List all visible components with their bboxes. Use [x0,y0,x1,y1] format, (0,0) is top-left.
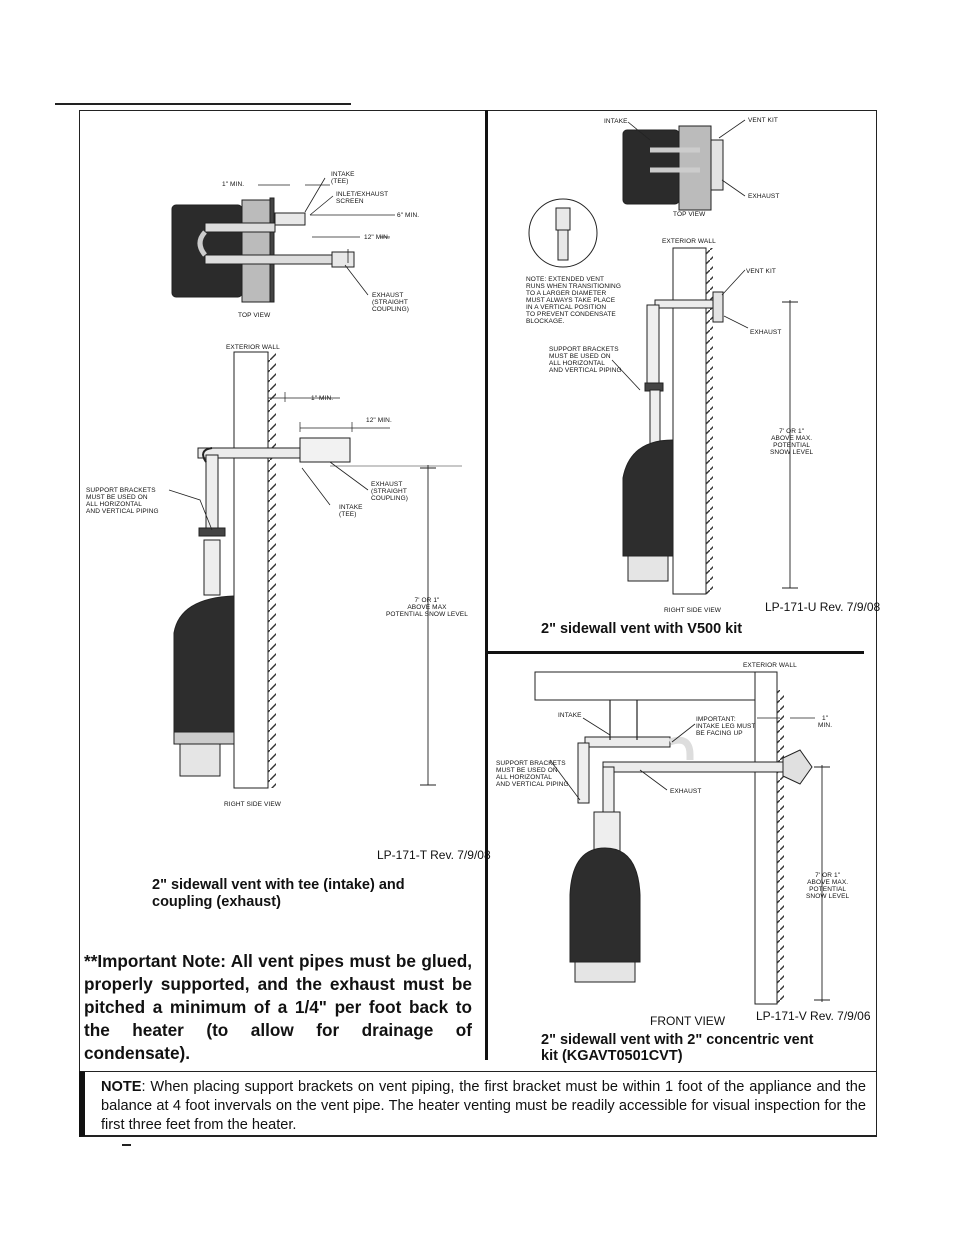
label-intake-tr: INTAKE [604,118,628,125]
vent-kit-side [713,292,723,322]
label-vent-kit-side: VENT KIT [746,268,776,275]
left-side-view [169,352,462,788]
label-intake-tee-side: INTAKE (TEE) [339,504,363,518]
label-one-min: 1" MIN. [222,181,245,188]
label-top-view-tr: TOP VIEW [673,211,706,218]
caption-left-line2: coupling (exhaust) [152,894,281,910]
caption-left-line1: 2" sidewall vent with tee (intake) and [152,877,405,893]
label-exhaust-tr: EXHAUST [748,193,780,200]
label-snow-level: 7' OR 1" ABOVE MAX POTENTIAL SNOW LEVEL [386,597,468,618]
label-vent-kit-tr: VENT KIT [748,117,778,124]
label-one-min-side: 1" MIN. [311,395,334,402]
label-exhaust-side-tr: EXHAUST [750,329,782,336]
label-front-view: FRONT VIEW [650,1014,726,1028]
page-mark [122,1144,131,1146]
heater-body-side [174,596,234,732]
label-exhaust-coupling-side: EXHAUST (STRAIGHT COUPLING) [371,481,409,502]
label-inlet-screen: INLET/EXHAUST SCREEN [336,191,389,205]
label-snow-level-br: 7' OR 1" ABOVE MAX. POTENTIAL SNOW LEVEL [806,872,850,900]
label-top-view: TOP VIEW [238,312,271,319]
label-right-side-view-tr: RIGHT SIDE VIEW [664,607,721,614]
label-support-brackets: SUPPORT BRACKETS MUST BE USED ON ALL HORIZONTAL AND VERTICAL PIPING [86,487,159,515]
label-note-tr: NOTE: EXTENDED VENT RUNS WHEN TRANSITIONING TO A LARGER DIAMETER MUST ALWAYS TAKE PLACE IN A VERTICAL POSITION TO PREVENT CONDENSATE BLOCKAGE. [526,276,621,325]
label-important-br: IMPORTANT: INTAKE LEG MUST BE FACING UP [696,716,756,737]
vertical-pipe-left [206,455,218,535]
label-exterior-wall-tr: EXTERIOR WALL [662,238,716,245]
intake-pipe-front [585,737,670,747]
exterior-wall-vertical [755,672,777,1004]
label-twelve-min-top: 12" MIN. [364,234,390,241]
concentric-vent-cap [783,750,812,784]
revision-left: LP-171-T Rev. 7/9/08 [377,848,491,862]
wall-section-top [242,200,270,302]
caption-bottom-right-line2: kit (KGAVT0501CVT) [541,1048,683,1064]
important-note: **Important Note: All vent pipes must be glued, properly supported, and the exhaust must be pitched a minimum of a 1/4" per foot back to the heater (to allow for drainage of condensate). [84,951,472,1063]
label-intake-tee: INTAKE (TEE) [331,171,355,185]
label-support-brackets-br: SUPPORT BRACKETS MUST BE USED ON ALL HORIZONTAL AND VERTICAL PIPING [496,760,569,788]
heater-body-front [570,848,640,962]
exhaust-coupling-side [300,438,350,462]
caption-top-right: 2" sidewall vent with V500 kit [541,621,743,637]
heater-body-top-r [623,130,679,204]
intake-pipe-top [205,223,275,232]
label-right-side-view: RIGHT SIDE VIEW [224,801,281,808]
exterior-wall-top [535,672,777,700]
exterior-wall-left [234,352,268,788]
label-exterior-wall-br: EXTERIOR WALL [743,662,797,669]
exhaust-pipe-front [603,762,783,772]
label-intake-br: INTAKE [558,712,582,719]
heater-body-top [172,205,242,297]
revision-top-right: LP-171-U Rev. 7/9/08 [765,600,881,614]
bottom-note [79,1071,877,1137]
front-view [535,672,833,1004]
bottom-note-text: : When placing support brackets on vent piping, the first bracket must be within 1 foot of the appliance and the balance at 4 foot invervals on the vent pipe. The heater venting must be readily accessible for visual inspection for the first three feet from the heater. [101,1079,866,1133]
label-six-min: 6" MIN. [397,212,420,219]
label-exhaust-coupling-top: EXHAUST (STRAIGHT COUPLING) [372,292,410,313]
caption-bottom-right-line1: 2" sidewall vent with 2" concentric vent [541,1032,814,1048]
label-exhaust-br: EXHAUST [670,788,702,795]
label-exterior-wall: EXTERIOR WALL [226,344,280,351]
right-side-view [612,248,798,594]
exhaust-pipe-top [205,255,350,264]
label-support-brackets-tr: SUPPORT BRACKETS MUST BE USED ON ALL HORIZONTAL AND VERTICAL PIPING [549,346,622,374]
label-twelve-min-side: 12" MIN. [366,417,392,424]
revision-bottom-right: LP-171-V Rev. 7/9/06 [756,1009,871,1023]
bottom-note-prefix: NOTE [101,1079,142,1095]
heater-body-side-r [623,440,673,556]
label-one-min-br: 1" MIN. [818,715,833,729]
label-snow-level-tr: 7' OR 1" ABOVE MAX. POTENTIAL SNOW LEVEL [770,428,814,456]
